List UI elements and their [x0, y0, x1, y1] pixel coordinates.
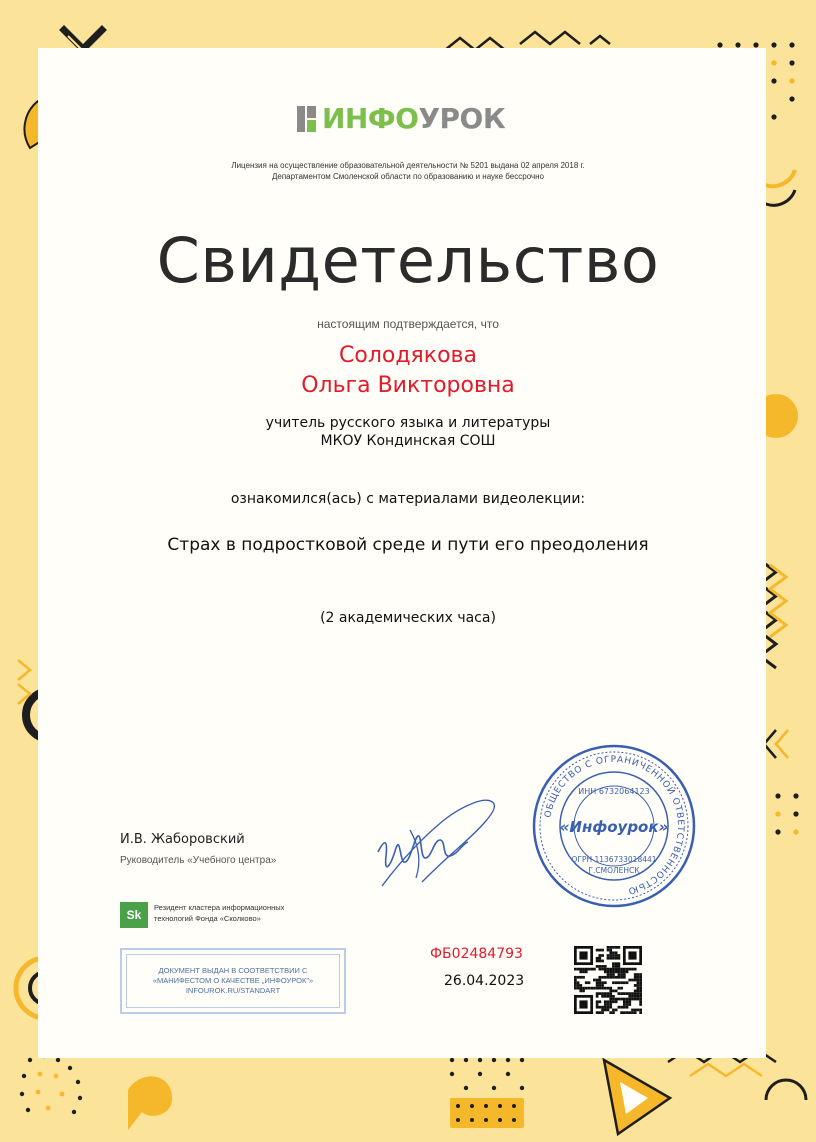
stamp-ogrn: ОГРН 1136733018441 [571, 855, 657, 864]
quality-manifest-box [120, 948, 346, 1014]
stamp-city: Г.СМОЛЕНСК [588, 866, 640, 875]
logo-text-part2: УРОК [418, 102, 506, 135]
recipient-job: учитель русского языка и литературы [265, 415, 551, 431]
recipient-surname: Солодякова [339, 343, 477, 368]
company-stamp [530, 742, 698, 910]
document-date: 26.04.2023 [444, 973, 525, 989]
certificate-title: Свидетельство [156, 224, 660, 297]
license-line-1: Лицензия на осуществление образовательной деятельности № 5201 выдана 02 апреля 2018 г. [231, 161, 585, 170]
manifest-line-3: INFOUROK.RU/STANDART [185, 986, 281, 995]
skolkovo-text [154, 902, 354, 924]
logo-text [322, 101, 505, 137]
recipient-school: МКОУ Кондинская СОШ [320, 433, 496, 449]
signature-image [370, 790, 500, 900]
confirm-text: настоящим подтверждается, что [317, 317, 499, 331]
skolkovo-line-2: технологий Фонда «Сколково» [154, 914, 261, 923]
signer-role: Руководитель «Учебного центра» [120, 855, 277, 866]
logo-mark-icon [296, 104, 318, 134]
skolkovo-badge-icon: Sk [120, 902, 148, 928]
manifest-line-2: «МАНИФЕСТОМ О КАЧЕСТВЕ „ИНФОУРОК"» [152, 976, 314, 985]
recipient-given-names: Ольга Викторовна [301, 373, 515, 398]
document-number: ФБ02484793 [430, 946, 523, 962]
stamp-inn: ИНН 6732064123 [578, 787, 650, 796]
infourok-logo [296, 101, 505, 137]
logo-text-part1: ИНФО [322, 102, 419, 135]
hours-text: (2 академических часа) [320, 610, 496, 626]
stamp-ring-text: ОБЩЕСТВО С ОГРАНИЧЕННОЙ ОТВЕТСТВЕННОСТЬЮ [543, 754, 686, 896]
course-title: Страх в подростковой среде и пути его преодоления [167, 535, 649, 555]
signer-name: И.В. Жаборовский [120, 832, 245, 847]
action-text: ознакомился(ась) с материалами видеолекции: [230, 491, 586, 507]
qr-code-icon[interactable] [574, 946, 642, 1014]
license-line-2: Департаментом Смоленской области по образованию и науке бессрочно [271, 172, 545, 181]
skolkovo-line-1: Резидент кластера информационных [154, 903, 285, 912]
stamp-center: «Инфоурок» [559, 818, 669, 836]
manifest-line-1: ДОКУМЕНТ ВЫДАН В СООТВЕТСТВИИ С [158, 966, 308, 975]
